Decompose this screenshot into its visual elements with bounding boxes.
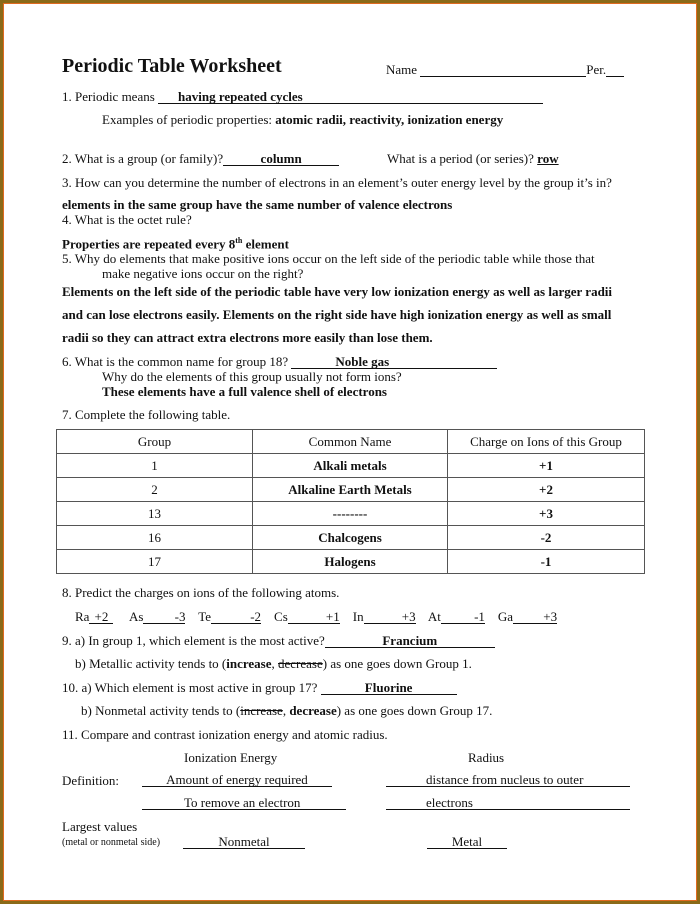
q5-prompt-2: make negative ions occur on the right?: [102, 266, 304, 281]
table-row: 1 Alkali metals +1: [57, 454, 645, 478]
name-label: Name: [386, 62, 418, 77]
q10a: 10. a) Which element is most active in group 17? Fluorine: [62, 680, 457, 696]
page-title: Periodic Table Worksheet: [62, 55, 282, 77]
q8-items: Ra +2 As -3 Te -2 Cs +1 In +3 At -1 Ga +3: [75, 609, 558, 624]
col-ionization: Ionization Energy: [184, 750, 278, 765]
q9-answer[interactable]: Francium: [325, 634, 495, 648]
q7-prompt: 7. Complete the following table.: [62, 407, 231, 422]
q4-answer: Properties are repeated every 8th element: [62, 236, 289, 252]
q6-answer[interactable]: Noble gas: [291, 355, 497, 369]
table-row: 2 Alkaline Earth Metals +2: [57, 478, 645, 502]
largest-label: Largest values: [62, 819, 138, 834]
q5-answer-1: Elements on the left side of the periodic table have very low ionization energy as well as larger radii: [62, 284, 613, 299]
q3-answer: elements in the same group have the same number of valence electrons: [62, 197, 453, 212]
q4-prompt: 4. What is the octet rule?: [62, 212, 192, 227]
q10b: b) Nonmetal activity tends to (increase, decrease) as one goes down Group 17.: [81, 703, 493, 718]
q6: 6. What is the common name for group 18? Noble gas: [62, 354, 497, 370]
definition-label: Definition:: [62, 773, 120, 788]
q11-prompt: 11. Compare and contrast ionization energy and atomic radius.: [62, 727, 388, 742]
q9b: b) Metallic activity tends to (increase, decrease) as one goes down Group 1.: [75, 656, 472, 671]
q6-prompt-2: Why do the elements of this group usually not form ions?: [102, 369, 402, 384]
q1-answer[interactable]: having repeated cycles: [158, 90, 543, 104]
ie-largest[interactable]: Nonmetal: [183, 835, 305, 849]
q5-prompt-1: 5. Why do elements that make positive ions occur on the left side of the periodic table while those that: [62, 251, 595, 266]
table-row: 17 Halogens -1: [57, 550, 645, 574]
q1-examples: Examples of periodic properties: atomic radii, reactivity, ionization energy: [102, 112, 504, 127]
q10-answer[interactable]: Fluorine: [321, 681, 457, 695]
table-row: 16 Chalcogens -2: [57, 526, 645, 550]
header-charge: Charge on Ions of this Group: [448, 430, 645, 454]
header-common-name: Common Name: [253, 430, 448, 454]
col-radius: Radius: [468, 750, 505, 765]
q8-prompt: 8. Predict the charges on ions of the following atoms.: [62, 585, 340, 600]
largest-sublabel: (metal or nonmetal side): [62, 837, 161, 848]
q1: 1. Periodic means having repeated cycles: [62, 89, 543, 105]
q3-prompt: 3. How can you determine the number of electrons in an element’s outer energy level by the group it’s in?: [62, 175, 612, 190]
q2: 2. What is a group (or family)? column: [62, 151, 339, 167]
r-definition-1[interactable]: distance from nucleus to outer: [386, 773, 630, 787]
q2-answer[interactable]: column: [223, 152, 339, 166]
q6-answer-2: These elements have a full valence shell of electrons: [102, 384, 387, 399]
q5-answer-3: radii so they can attract extra electrons more easily than lose them.: [62, 330, 433, 345]
table-row: 13 -------- +3: [57, 502, 645, 526]
per-label: Per.: [586, 62, 607, 77]
r-definition-2[interactable]: electrons: [386, 796, 630, 810]
ie-definition-2[interactable]: To remove an electron: [142, 796, 346, 810]
ie-definition-1[interactable]: Amount of energy required: [142, 773, 332, 787]
r-largest[interactable]: Metal: [427, 835, 507, 849]
table-header: [57, 430, 645, 454]
q5-answer-2: and can lose electrons easily. Elements on the right side have high ionization energy as well as small: [62, 307, 612, 322]
q2-period-answer: row: [537, 151, 559, 166]
q9a: 9. a) In group 1, which element is the most active? Francium: [62, 633, 495, 649]
name-field[interactable]: [386, 62, 624, 78]
q2-period: What is a period (or series)? row: [387, 151, 559, 166]
groups-table: [56, 429, 645, 574]
header-group: Group: [57, 430, 253, 454]
